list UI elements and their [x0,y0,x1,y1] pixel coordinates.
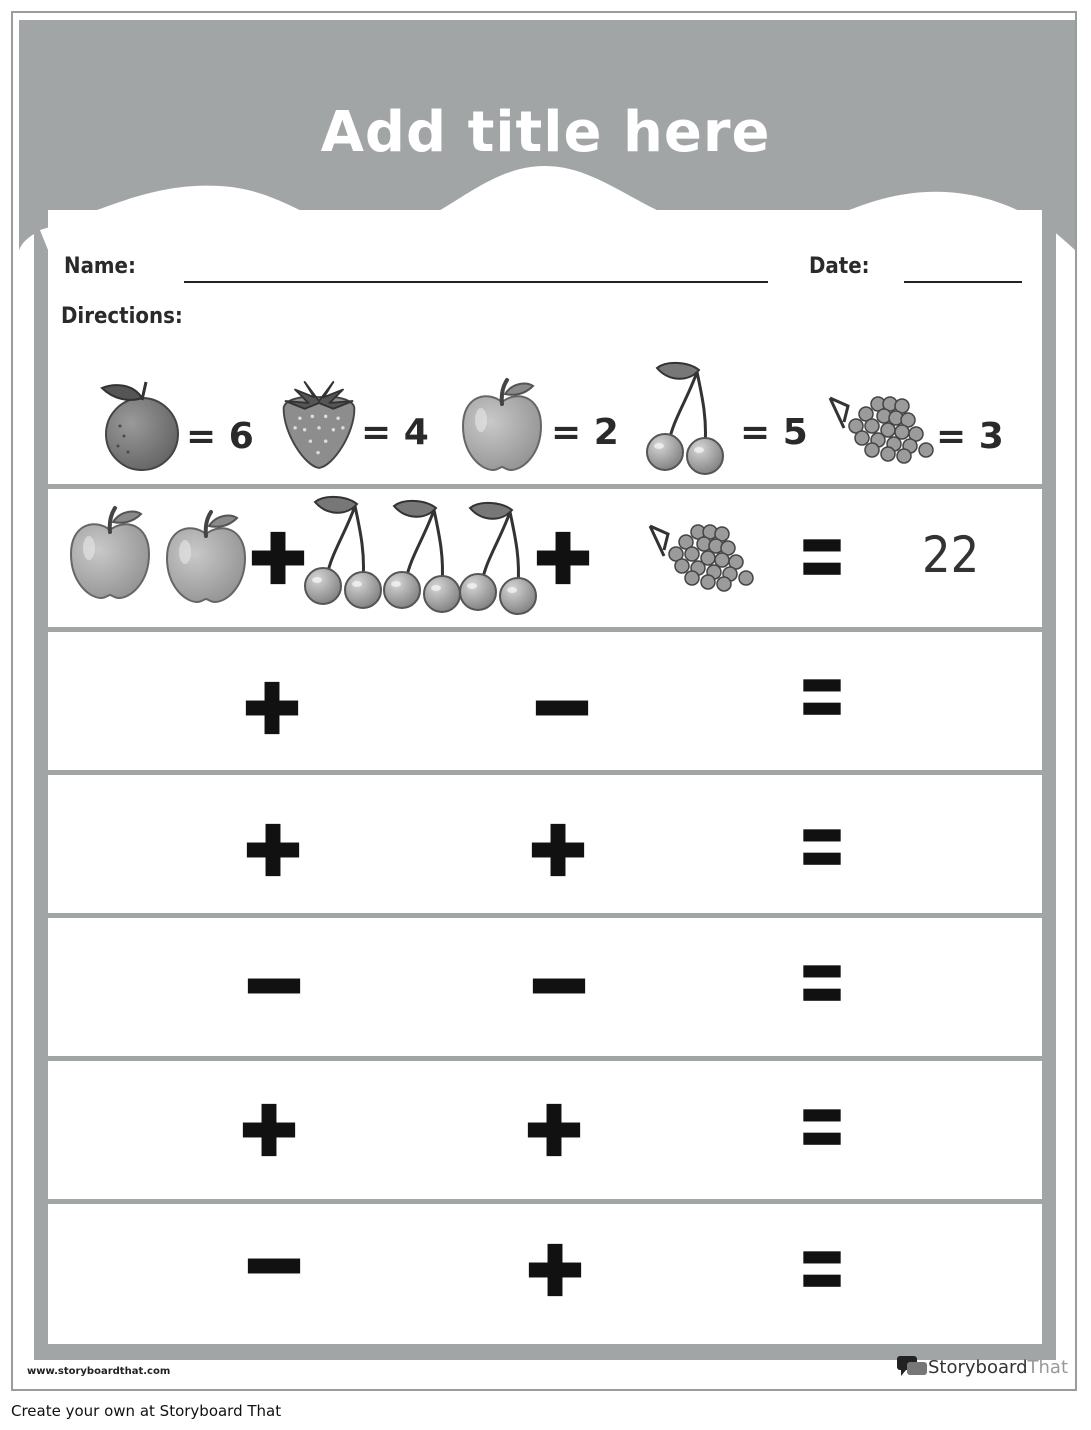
apple-icon [160,506,252,606]
example-answer: 22 [922,526,980,584]
grapes-icon [826,392,936,472]
plus-icon [244,680,300,736]
key-grapes-value: = 3 [936,416,1004,457]
directions-label: Directions: [61,304,183,329]
plus-icon [245,822,301,878]
page-title[interactable]: Add title here [320,100,771,165]
row-divider [48,627,1042,632]
apple-icon [456,374,548,474]
orange-icon [98,376,188,476]
plus-icon [530,822,586,878]
key-strawberry-value: = 4 [361,412,429,453]
name-line[interactable] [184,281,768,283]
minus-icon [246,1238,302,1294]
plus-icon [241,1102,297,1158]
name-label: Name: [64,254,136,279]
key-orange-value: = 6 [186,416,254,457]
brand-name-storyboard: Storyboard [928,1356,1028,1378]
row-divider [48,913,1042,918]
key-cherries-value: = 5 [740,412,808,453]
plus-icon [535,530,591,586]
row-divider [48,1199,1042,1204]
equals-icon [794,1242,850,1298]
footer-url[interactable]: www.storyboardthat.com [27,1366,171,1377]
cherries-icon [642,360,734,475]
row-divider [48,770,1042,775]
date-line[interactable] [904,281,1022,283]
apple-icon [64,502,156,602]
cherries-icon [455,500,547,615]
row-divider [48,1056,1042,1061]
storyboardthat-logo[interactable] [896,1354,1068,1380]
equals-icon [794,956,850,1012]
key-apple-value: = 2 [551,412,619,453]
equals-icon [794,1100,850,1156]
equals-icon [794,530,850,586]
plus-icon [250,530,306,586]
minus-icon [246,958,302,1014]
row-divider [48,484,1042,489]
chat-bubble-icon [896,1355,928,1379]
date-label: Date: [809,254,870,279]
strawberry-icon [276,374,362,474]
create-credit[interactable]: Create your own at Storyboard That [11,1402,282,1420]
plus-icon [526,1102,582,1158]
minus-icon [534,680,590,736]
plus-icon [527,1242,583,1298]
minus-icon [531,958,587,1014]
equals-icon [794,820,850,876]
grapes-icon [646,520,756,600]
brand-name-that: That [1027,1356,1069,1378]
equals-icon [794,670,850,726]
